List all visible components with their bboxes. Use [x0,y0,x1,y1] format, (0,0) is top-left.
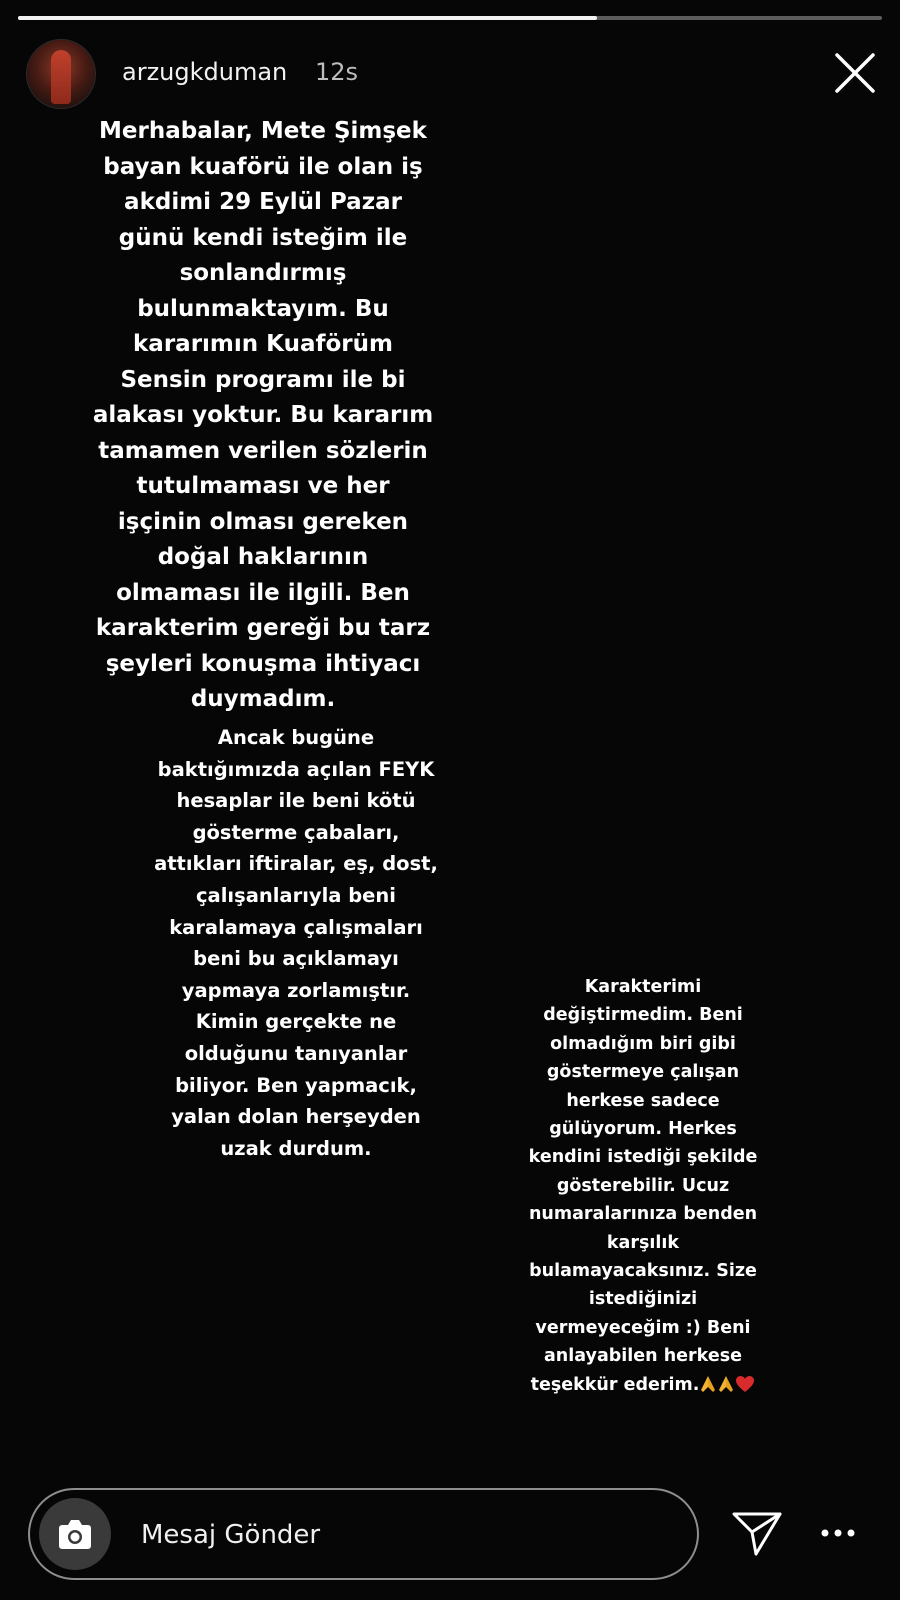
time-ago: 12s [315,58,359,86]
story-progress-fill [18,16,597,20]
send-button[interactable] [730,1508,784,1558]
story-text-block-1: Merhabalar, Mete Şimşek bayan kuaförü ile olan iş akdimi 29 Eylül Pazar günü kendi isteğim ile sonlandırmış bulunmaktayım. Bu kararımın Kuaförüm Sensin programı ile bi alakası yoktur. Bu kararım tamamen verilen sözlerin tutulmaması ve her işçinin olması gereken doğal haklarının olmaması ile ilgili. Ben karakterim gereği bu tarz şeyleri konuşma ihtiyacı duymadım. [92,118,434,712]
close-icon [832,50,878,96]
emoji-row [699,1375,755,1395]
camera-button[interactable] [39,1498,111,1570]
story-progress-bar [18,16,882,20]
username[interactable]: arzugkduman [122,58,288,86]
praying-hands-icon [717,1375,735,1393]
story-text-block-3-body: Karakterimi değiştirmedim. Beni olmadığım biri gibi göstermeye çalışan herkese sadece gülüyorum. Herkes kendini istediği şekilde gösterebilir. Ucuz numaralarınıza benden karşılık bulamayacaksınız. Size istediğinizi vermeyeceğim :) Beni anlayabilen herkese [528,977,758,1367]
story-text-block-3 [510,973,776,1399]
close-button[interactable] [832,50,878,96]
send-icon [730,1508,784,1558]
more-button[interactable] [818,1520,858,1546]
red-heart-icon [735,1375,755,1393]
story-text-block-2: Ancak bugüne baktığımızda açılan FEYK hesaplar ile beni kötü gösterme çabaları, attıkları iftiralar, eş, dost, çalışanlarıyla beni karalamaya çalışmaları beni bu açıklamayı yapmaya zorlamıştır. Kimin gerçekte ne olduğunu tanıyanlar biliyor. Ben yapmacık, yalan dolan herşeyden uzak durdum. [154,726,438,1160]
more-icon [818,1520,858,1546]
avatar[interactable] [27,40,95,108]
avatar-figure [51,50,71,104]
story-text-block-3-last: teşekkür ederim. [530,1374,700,1395]
praying-hands-icon [699,1375,717,1393]
message-input[interactable] [139,1512,663,1558]
camera-icon [39,1498,111,1570]
